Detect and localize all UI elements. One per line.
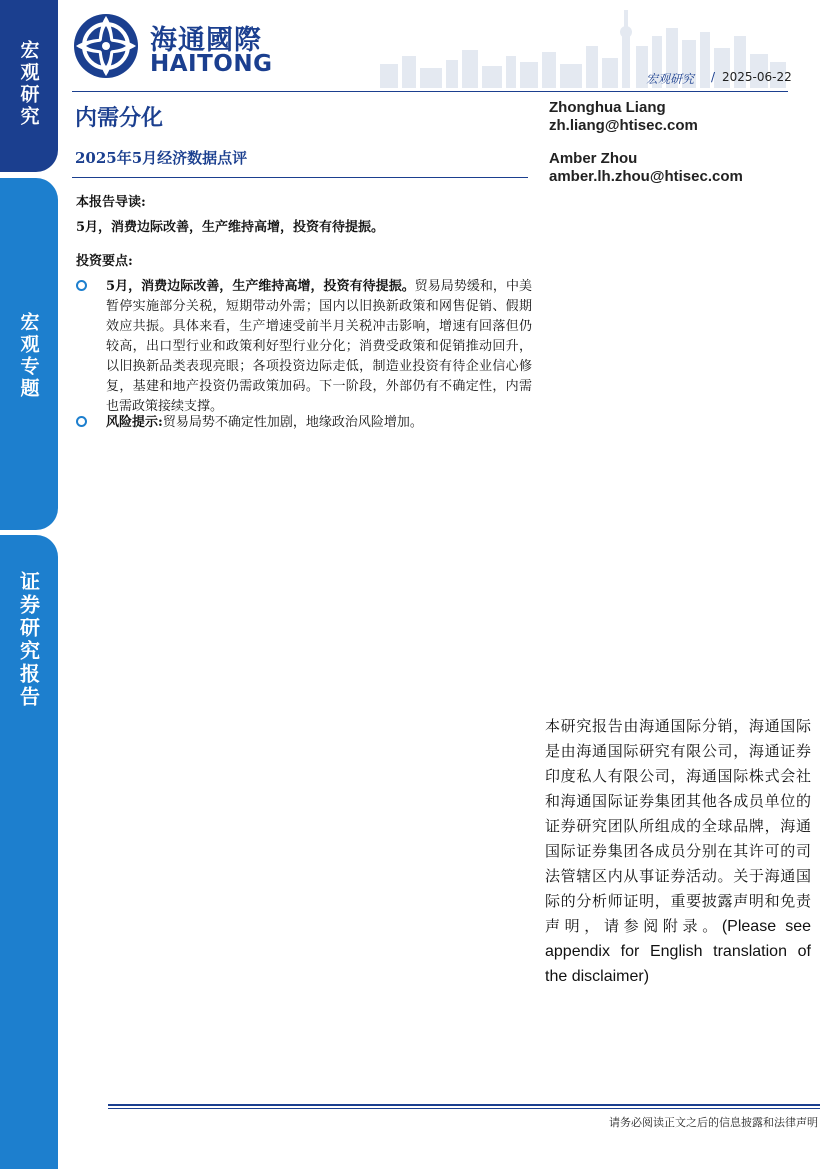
- key-points-heading: 投资要点:: [76, 254, 133, 269]
- analyst-name: Zhonghua Liang: [549, 99, 666, 116]
- analyst-email[interactable]: amber.lh.zhou@htisec.com: [549, 168, 743, 185]
- side-tab-macro-topic: [0, 178, 58, 530]
- analyst-name: Amber Zhou: [549, 150, 638, 167]
- disclaimer-chinese: 本研究报告由海通国际分销，海通国际是由海通国际研究有限公司，海通证券印度私人有限公司，海通国际株式会社和海通国际证券集团其他各成员单位的证券研究团队所组成的全球品牌，海通国际证券集团各成员分别在其许可的司法管辖区内从事证券活动。关于海通国际的分析师证明，重要披露声明和免责声明，请参阅附录。: [545, 717, 811, 935]
- key-point-body: 贸易局势缓和，中美暂停实施部分关税，短期带动外需；国内以旧换新政策和网售促销、假期效应共振。具体来看，生产增速受前半月关税冲击影响，增速有回落但仍较高，出口型行业和政策利好型行业分化；消费受政策和促销推动回升，以旧换新品类表现亮眼；各项投资边际走低，制造业投资有待企业信心修复，基建和地产投资仍需政策加码。下一阶段，外部仍有不确定性，内需也需政策接续支撑。: [106, 279, 532, 414]
- analyst-email[interactable]: zh.liang@htisec.com: [549, 117, 698, 134]
- header-category: 宏观研究: [646, 72, 695, 86]
- side-tab-label: 宏观研究: [17, 40, 40, 128]
- subtitle-divider: [72, 177, 528, 178]
- bullet-circle-icon: [76, 416, 87, 427]
- footer-divider-thin: [108, 1108, 820, 1109]
- disclaimer-english: (Please see appendix for English translation of the disclaimer): [545, 918, 811, 985]
- side-tab-macro-research: [0, 0, 58, 172]
- header-divider: [72, 91, 788, 92]
- side-tab-securities-report: [0, 535, 58, 1169]
- key-point-item: [76, 413, 532, 433]
- header-date: 2025-06-22: [722, 70, 792, 84]
- key-point-item: [76, 277, 532, 417]
- side-tab-label: 宏观专题: [17, 312, 40, 400]
- guide-heading: 本报告导读:: [76, 195, 146, 210]
- logo-english-name: HAITONG: [150, 51, 273, 77]
- company-logo: [72, 12, 272, 80]
- footer-legal-note: 请务必阅读正文之后的信息披露和法律声明: [609, 1116, 818, 1129]
- header-separator: /: [711, 70, 716, 84]
- risk-lead: 风险提示:: [106, 415, 163, 430]
- haitong-logo-icon: [72, 12, 140, 80]
- logo-chinese-name: 海通國際: [150, 25, 262, 56]
- footer-divider: [108, 1104, 820, 1106]
- disclaimer-block: [545, 714, 811, 989]
- report-title: 内需分化: [75, 106, 164, 131]
- side-tab-label: 证券研究报告: [16, 571, 41, 709]
- risk-body: 贸易局势不确定性加剧，地缘政治风险增加。: [162, 415, 423, 430]
- key-point-lead: 5月，消费边际改善，生产维持高增，投资有待提振。: [106, 279, 415, 294]
- report-subtitle: 2025年5月经济数据点评: [75, 149, 248, 167]
- bullet-circle-icon: [76, 280, 87, 291]
- guide-text: 5月，消费边际改善，生产维持高增，投资有待提振。: [76, 220, 385, 235]
